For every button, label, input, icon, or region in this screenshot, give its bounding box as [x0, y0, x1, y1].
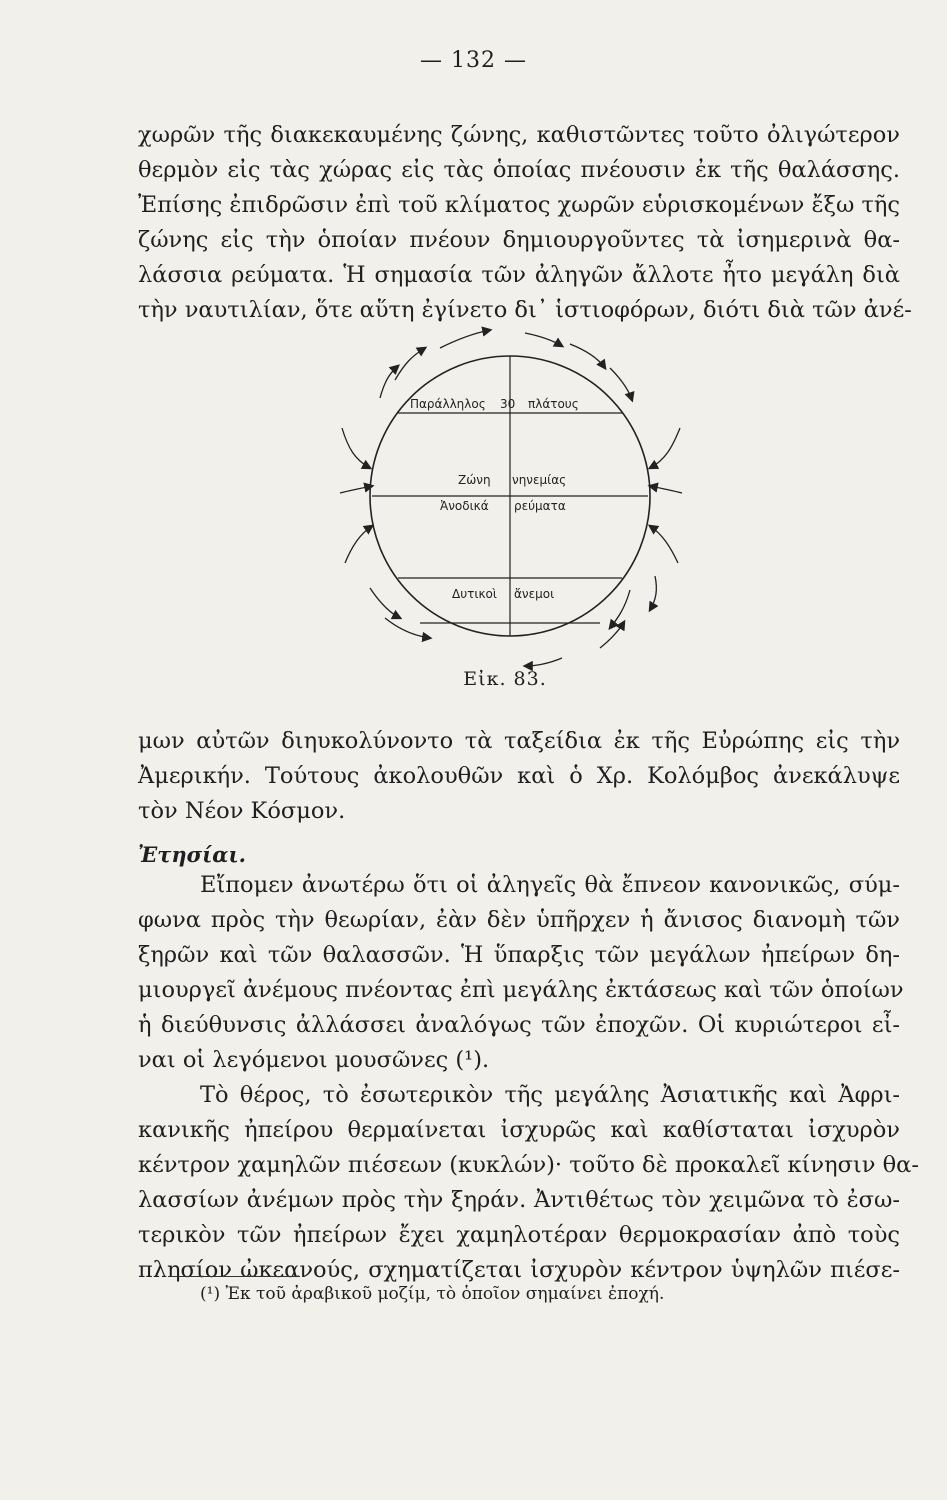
paragraph-lower [138, 868, 919, 1288]
label-parallel: Παράλληλος [410, 397, 486, 411]
wind-circulation-figure [300, 318, 750, 678]
label-30: 30 [500, 397, 516, 411]
label-winds: ἄνεμοι [514, 587, 555, 601]
text-line: ἡ διεύθυνσις ἀλλάσσει ἀναλόγως τῶν ἐποχῶν. Οἱ κυριώτεροι εἶ- [138, 1012, 900, 1038]
paragraph-top [138, 118, 912, 328]
text-line: λάσσια ρεύματα. Ἡ σημασία τῶν ἀληγῶν ἄλλοτε ἦτο μεγάλη διὰ [138, 262, 900, 288]
text-line: λασσίων ἀνέμων πρὸς τὴν ξηράν. Ἀντιθέτως τὸν χειμῶνα τὸ ἐσω- [138, 1187, 900, 1213]
text-line: τερικὸν τῶν ἠπείρων ἔχει χαμηλοτέραν θερμοκρασίαν ἀπὸ τοὺς [138, 1222, 900, 1248]
text-line: θερμὸν εἰς τὰς χώρας εἰς τὰς ὁποίας πνέουσιν ἐκ τῆς θαλάσσης. [138, 157, 900, 183]
section-heading: Ἐτησίαι. [138, 842, 246, 867]
text-line: Ἐπίσης ἐπιδρῶσιν ἐπὶ τοῦ κλίματος χωρῶν εὑρισκομένων ἔξω τῆς [138, 192, 900, 218]
paragraph-mid [138, 724, 900, 829]
text-line: τὸν Νέον Κόσμον. [138, 798, 346, 824]
label-currents: ρεύματα [514, 499, 566, 513]
footnote: (¹) Ἐκ τοῦ ἀραβικοῦ μοζίμ, τὸ ὁποῖον σημαίνει ἐποχή. [200, 1284, 665, 1304]
text-line: τὴν ναυτιλίαν, ὅτε αὕτη ἐγίνετο δι᾽ ἱστιοφόρων, διότι διὰ τῶν ἀνέ- [138, 297, 912, 323]
text-line: φωνα πρὸς τὴν θεωρίαν, ἐὰν δὲν ὑπῆρχεν ἡ ἄνισος διανομὴ τῶν [138, 907, 900, 933]
text-line: ναι οἱ λεγόμενοι μουσῶνες (¹). [138, 1047, 490, 1073]
label-zone: Ζώνη [458, 473, 491, 487]
text-line: κανικῆς ἠπείρου θερμαίνεται ἰσχυρῶς καὶ καθίσταται ἰσχυρὸν [138, 1117, 900, 1143]
figure-caption: Εἰκ. 83. [463, 668, 547, 690]
label-westerly: Δυτικοὶ [452, 587, 497, 601]
wind-arrows [340, 330, 682, 666]
text-line: Εἴπομεν ἀνωτέρω ὅτι οἱ ἀληγεῖς θὰ ἔπνεον κανονικῶς, σύμ- [200, 872, 900, 898]
wind-diagram [300, 318, 750, 678]
text-line: κέντρον χαμηλῶν πιέσεων (κυκλών)· τοῦτο δὲ προκαλεῖ κίνησιν θα- [138, 1152, 919, 1178]
text-line: μιουργεῖ ἀνέμους πνέοντας ἐπὶ μεγάλης ἐκτάσεως καὶ τῶν ὁποίων [138, 977, 904, 1003]
label-calm: νηνεμίας [512, 473, 567, 487]
label-latitude: πλάτους [528, 397, 579, 411]
text-line: Ἀμερικήν. Τούτους ἀκολουθῶν καὶ ὁ Χρ. Κολόμβος ἀνεκάλυψε [138, 763, 900, 789]
label-ascending: Ἀνοδικά [440, 499, 489, 513]
text-line: χωρῶν τῆς διακεκαυμένης ζώνης, καθιστῶντες τοῦτο ὀλιγώτερον [138, 122, 900, 148]
text-line: Τὸ θέρος, τὸ ἐσωτερικὸν τῆς μεγάλης Ἀσιατικῆς καὶ Ἀφρι- [200, 1082, 900, 1108]
text-line: ζώνης εἰς τὴν ὁποίαν πνέουν δημιουργοῦντες τὰ ἰσημερινὰ θα- [138, 227, 900, 253]
text-line: πλησίον ὠκεανούς, σχηματίζεται ἰσχυρὸν κέντρον ὑψηλῶν πιέσε- [138, 1257, 900, 1283]
page-number: — 132 — [420, 48, 527, 73]
footnote-divider [168, 1276, 300, 1277]
text-line: ξηρῶν καὶ τῶν θαλασσῶν. Ἡ ὕπαρξις τῶν μεγάλων ἠπείρων δη- [138, 942, 900, 968]
text-line: μων αὐτῶν διηυκολύνοντο τὰ ταξείδια ἐκ τῆς Εὐρώπης εἰς τὴν [138, 728, 900, 754]
